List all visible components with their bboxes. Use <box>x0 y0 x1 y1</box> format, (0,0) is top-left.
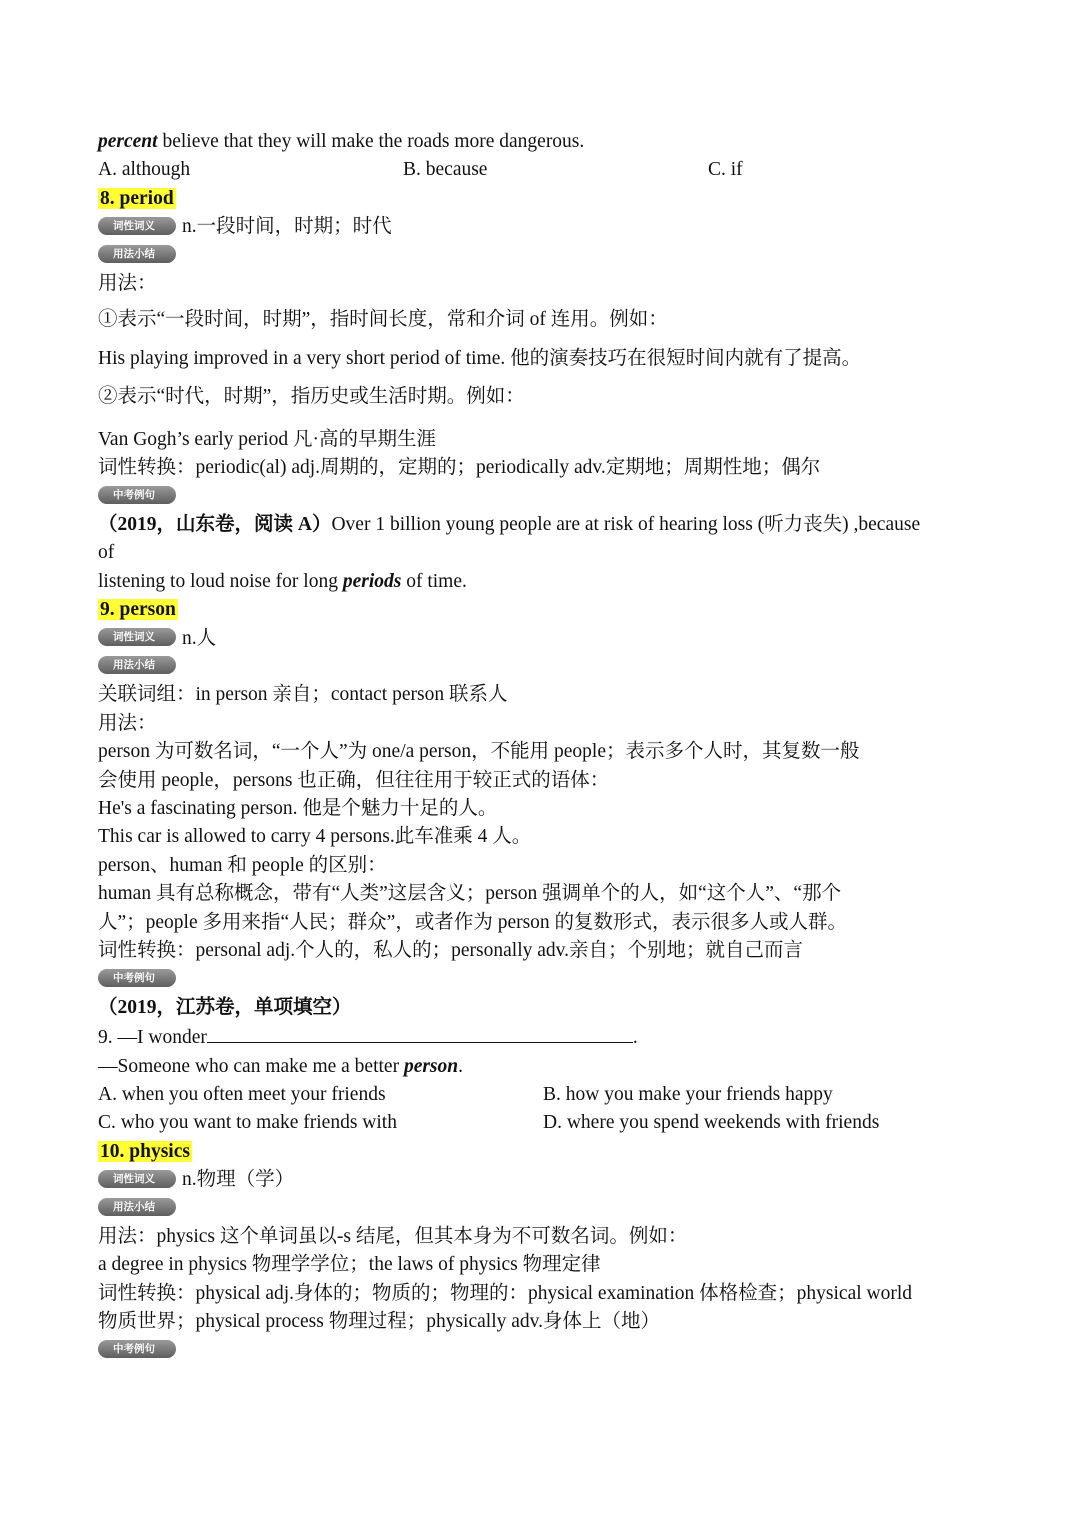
exam-sentence-line2: listening to loud noise for long periods of time. <box>98 570 467 592</box>
meaning-badge: 词性词义 <box>98 628 170 646</box>
meaning-badge: 词性词义 <box>98 1170 170 1188</box>
usage-badge: 用法小结 <box>98 1198 170 1216</box>
exam-badge-row <box>98 965 988 993</box>
usage-badge-row <box>98 1195 988 1223</box>
meaning-badge: 词性词义 <box>98 217 170 235</box>
usage-text: 用法：physics 这个单词虽以-s 结尾，但其本身为不可数名词。例如： <box>98 1226 688 1248</box>
document-page <box>98 128 988 1365</box>
entry-heading-physics: 10. physics <box>100 1140 190 1162</box>
exam-sentence-wrap: of <box>98 542 115 564</box>
option-c: C. who you want to make friends with <box>98 1112 397 1134</box>
word-conversion: 词性转换：personal adj.个人的，私人的；personally adv.亲自；个别地；就自己而言 <box>98 939 803 961</box>
options-row-1 <box>98 1081 988 1109</box>
question-keyword: percent <box>98 131 158 152</box>
exam-badge: 中考例句 <box>98 486 170 504</box>
meaning-row: 词性词义 n.一段时间，时期；时代 <box>98 213 988 241</box>
exam-badge: 中考例句 <box>98 969 170 987</box>
exam-source: （2019，山东卷，阅读 A） <box>98 513 332 535</box>
option-a: A. although <box>98 159 191 181</box>
usage-example-1: His playing improved in a very short period of time. 他的演奏技巧在很短时间内就有了提高。 <box>98 347 862 369</box>
usage-badge-row <box>98 242 988 270</box>
meaning-row: 词性词义 n.人 <box>98 625 988 653</box>
options-row-2 <box>98 1109 988 1137</box>
word-conversion: 词性转换：periodic(al) adj.周期的，定期的；periodically adv.定期地；周期性地；偶尔 <box>98 457 821 479</box>
usage-example-2: Van Gogh’s early period 凡·高的早期生涯 <box>98 428 436 450</box>
usage-example-2: This car is allowed to carry 4 persons.此车准乘 4 人。 <box>98 826 532 848</box>
usage-compare-2: 人”；people 多用来指“人民；群众”，或者作为 person 的复数形式，表示很多人或人群。 <box>98 911 848 933</box>
option-d: D. where you spend weekends with friends <box>543 1112 880 1134</box>
answer-blank <box>207 1022 633 1043</box>
entry-heading-period: 8. period <box>100 187 174 209</box>
option-b: B. how you make your friends happy <box>543 1084 833 1105</box>
usage-badge: 用法小结 <box>98 656 170 674</box>
usage-example-1: He's a fascinating person. 他是个魅力十足的人。 <box>98 797 498 819</box>
exam-response: —Someone who can make me a better person. <box>98 1055 463 1077</box>
exam-badge-row <box>98 482 988 510</box>
meaning-row: 词性词义 n.物理（学） <box>98 1166 988 1194</box>
usage-point-2: ②表示“时代，时期”，指历史或生活时期。例如： <box>98 386 525 408</box>
entry-heading-person: 9. person <box>100 599 176 621</box>
option-c: C. if <box>708 159 743 181</box>
exam-badge: 中考例句 <box>98 1340 170 1358</box>
usage-badge: 用法小结 <box>98 245 170 263</box>
option-b: B. because <box>403 159 488 181</box>
usage-label: 用法： <box>98 273 157 295</box>
exam-badge-row <box>98 1337 988 1365</box>
usage-point-1: ①表示“一段时间，时期”，指时间长度，常和介词 of 连用。例如： <box>98 309 668 331</box>
word-conversion-1: 词性转换：physical adj.身体的；物质的；物理的：physical examination 体格检查；physical world <box>98 1282 913 1304</box>
exam-sentence: （2019，山东卷，阅读 A）Over 1 billion young people are at risk of hearing loss (听力丧失) ,because <box>98 513 921 535</box>
exam-source: （2019，江苏卷，单项填空） <box>98 996 352 1018</box>
option-a: A. when you often meet your friends <box>98 1084 386 1105</box>
exam-question: 9. —I wonder . <box>98 1022 988 1052</box>
related-phrases: 关联词组：in person 亲自；contact person 联系人 <box>98 684 508 706</box>
exam-keyword: person <box>403 1055 459 1077</box>
answer-options <box>98 156 988 184</box>
usage-text-1: person 为可数名词，“一个人”为 one/a person，不能用 people；表示多个人时，其复数一般 <box>98 741 860 763</box>
usage-example: a degree in physics 物理学学位；the laws of physics 物理定律 <box>98 1254 601 1276</box>
usage-text-2: 会使用 people，persons 也正确，但往往用于较正式的语体： <box>98 769 610 791</box>
usage-compare-1: human 具有总称概念，带有“人类”这层含义；person 强调单个的人，如“这个人”、“那个 <box>98 883 842 905</box>
usage-label: 用法： <box>98 712 157 734</box>
usage-badge-row <box>98 653 988 681</box>
usage-compare-title: person、human 和 people 的区别： <box>98 854 387 876</box>
question-tail: percent believe that they will make the roads more dangerous. <box>98 131 585 152</box>
exam-keyword: periods <box>342 570 402 592</box>
word-conversion-2: 物质世界；physical process 物理过程；physically adv.身体上（地） <box>98 1311 661 1333</box>
